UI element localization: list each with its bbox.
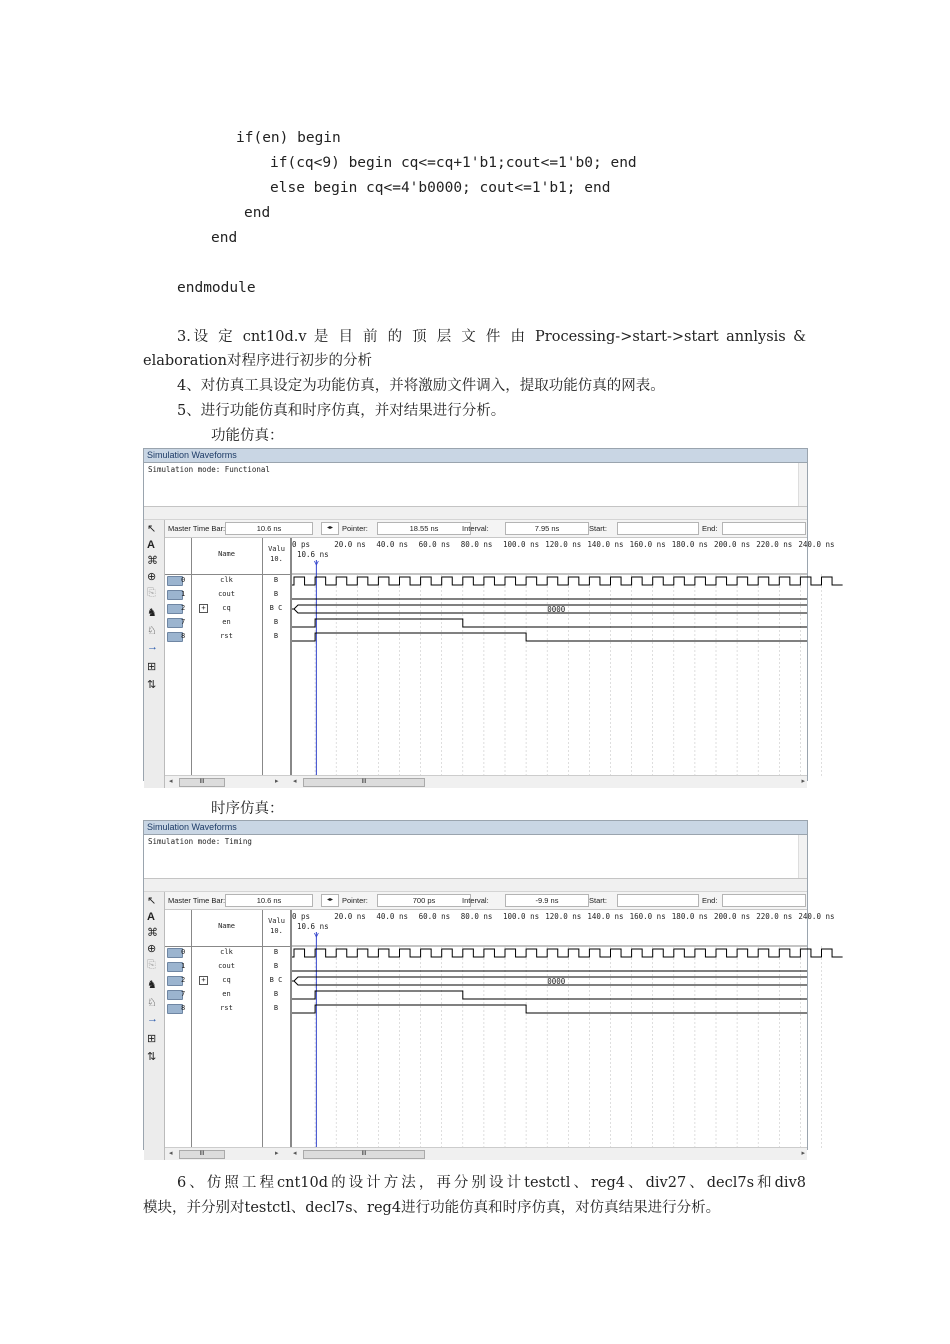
end-label: End: bbox=[702, 524, 718, 533]
horizontal-scrollbar[interactable] bbox=[165, 775, 807, 788]
time-tick-label: 0 ps bbox=[292, 912, 311, 921]
group-icon[interactable]: ⊞ bbox=[147, 1033, 157, 1045]
signal-value: B bbox=[273, 948, 279, 956]
signal-index: 0 bbox=[181, 948, 186, 956]
time-tick-label: 140.0 ns bbox=[587, 912, 624, 921]
sim-title: Simulation Waveforms bbox=[144, 821, 807, 835]
group-icon[interactable]: ⊞ bbox=[147, 661, 157, 673]
time-tick-label: 180.0 ns bbox=[671, 540, 708, 549]
signal-index: 0 bbox=[181, 576, 186, 584]
panel-separator bbox=[144, 879, 807, 892]
time-tick-label: 240.0 ns bbox=[798, 540, 835, 549]
text-tool-icon[interactable]: A bbox=[147, 539, 155, 551]
time-nav-arrows[interactable]: ◂▸ bbox=[321, 894, 339, 907]
wave-scroll-left-icon[interactable]: ◂ bbox=[293, 778, 297, 785]
simulation-mode-box bbox=[144, 835, 807, 879]
expand-bus-icon[interactable]: + bbox=[199, 976, 208, 985]
step3-line1: 3.设 定 cnt10d.v 是 目 前 的 顶 层 文 件 由 Processing->start->start annlysis & bbox=[177, 329, 806, 345]
simulation-mode-text: Simulation mode: Timing bbox=[148, 837, 252, 846]
signal-index: 7 bbox=[181, 618, 186, 626]
pointer-label: Pointer: bbox=[342, 524, 368, 533]
time-tick-label: 240.0 ns bbox=[798, 912, 835, 921]
time-tick-label: 100.0 ns bbox=[503, 540, 540, 549]
waveform-svg bbox=[291, 910, 835, 1148]
signal-row-rst[interactable] bbox=[165, 1002, 290, 1015]
zoom-icon[interactable]: ⊕ bbox=[147, 943, 157, 955]
time-tick-label: 220.0 ns bbox=[756, 540, 793, 549]
interval-field: -9.9 ns bbox=[505, 894, 589, 907]
time-tick-label: 20.0 ns bbox=[334, 540, 366, 549]
signal-index: 1 bbox=[181, 590, 186, 598]
signal-value: B C bbox=[269, 604, 283, 612]
signal-row-clk[interactable] bbox=[165, 946, 290, 959]
simulation-waveforms-functional bbox=[143, 448, 835, 785]
time-tick-label: 180.0 ns bbox=[671, 912, 708, 921]
signal-name: en bbox=[222, 990, 231, 998]
signal-list-header bbox=[165, 910, 290, 947]
cq-bus-value: 0000 bbox=[547, 605, 566, 614]
waveform-svg bbox=[291, 538, 835, 776]
code-line-1: if(en) begin bbox=[236, 130, 341, 146]
step4-text: 4、对仿真工具设定为功能仿真，并将激励文件调入，提取功能仿真的网表。 bbox=[177, 378, 665, 394]
time-tick-label: 80.0 ns bbox=[460, 540, 493, 549]
master-time-field[interactable]: 10.6 ns bbox=[225, 522, 313, 535]
pointer-label: Pointer: bbox=[342, 896, 368, 905]
signal-name: cq bbox=[222, 604, 231, 612]
end-label: End: bbox=[702, 896, 718, 905]
step3-line2: elaboration对程序进行初步的分析 bbox=[143, 353, 372, 369]
time-tick-label: 60.0 ns bbox=[418, 912, 451, 921]
signal-name: clk bbox=[220, 948, 233, 956]
time-tick-label: 220.0 ns bbox=[756, 912, 793, 921]
cq-bus-value: 0000 bbox=[547, 977, 566, 986]
interval-label: Interval: bbox=[462, 524, 489, 533]
pointer-icon[interactable]: ↖ bbox=[147, 523, 157, 535]
pointer-field: 700 ps bbox=[377, 894, 471, 907]
signal-value: B bbox=[273, 576, 279, 584]
name-header: Name bbox=[218, 550, 235, 558]
caption-functional: 功能仿真： bbox=[211, 428, 284, 444]
signal-row-rst[interactable] bbox=[165, 630, 290, 643]
find-icon[interactable]: ♞ bbox=[147, 607, 157, 619]
signal-row-en[interactable] bbox=[165, 616, 290, 629]
signal-name: rst bbox=[220, 1004, 233, 1012]
signal-value: B bbox=[273, 590, 279, 598]
rst-waveform bbox=[291, 633, 807, 641]
step5-text: 5、进行功能仿真和时序仿真，并对结果进行分析。 bbox=[177, 403, 506, 419]
time-tick-label: 20.0 ns bbox=[334, 912, 366, 921]
pointer-field: 18.55 ns bbox=[377, 522, 471, 535]
end-field[interactable] bbox=[722, 894, 806, 907]
wave-scroll-right-icon[interactable]: ▸ bbox=[801, 778, 805, 785]
signal-index: 8 bbox=[181, 632, 186, 640]
code-line-3: else begin cq<=4'b0000; cout<=1'b1; end bbox=[270, 180, 611, 196]
signal-name: cout bbox=[218, 962, 235, 970]
signal-name: cq bbox=[222, 976, 231, 984]
wave-scroll-right-icon[interactable]: ▸ bbox=[801, 1150, 805, 1157]
scroll-right-icon[interactable]: ▸ bbox=[275, 1150, 279, 1157]
signal-name: clk bbox=[220, 576, 233, 584]
names-scroll-thumb[interactable]: III bbox=[179, 1150, 225, 1159]
step6-line2: 模块，并分别对testctl、decl7s、reg4进行功能仿真和时序仿真，对仿真结果进行分析。 bbox=[143, 1200, 721, 1216]
time-tick-label: 100.0 ns bbox=[503, 912, 540, 921]
code-line-5: end bbox=[211, 230, 238, 246]
time-tick-label: 160.0 ns bbox=[629, 912, 666, 921]
master-time-marker-label: 10.6 ns bbox=[297, 922, 329, 931]
master-time-label: Master Time Bar: bbox=[168, 524, 226, 533]
signal-value: B C bbox=[269, 976, 283, 984]
panel-separator bbox=[144, 507, 807, 520]
header-index-column bbox=[165, 910, 192, 946]
caption-timing: 时序仿真： bbox=[211, 801, 284, 817]
master-time-label: Master Time Bar: bbox=[168, 896, 226, 905]
clk-waveform bbox=[291, 949, 843, 957]
signal-name: en bbox=[222, 618, 231, 626]
time-tick-label: 40.0 ns bbox=[376, 912, 409, 921]
start-field[interactable] bbox=[617, 894, 699, 907]
signal-row-cout[interactable] bbox=[165, 588, 290, 601]
time-tick-label: 200.0 ns bbox=[714, 540, 751, 549]
signal-row-cq[interactable] bbox=[165, 974, 290, 987]
waveform-panel bbox=[144, 892, 835, 1160]
mode-scrollbar[interactable] bbox=[798, 835, 807, 878]
simulation-mode-text: Simulation mode: Functional bbox=[148, 465, 270, 474]
signal-index: 8 bbox=[181, 1004, 186, 1012]
start-label: Start: bbox=[589, 896, 607, 905]
master-time-bar bbox=[165, 892, 807, 910]
signal-name: rst bbox=[220, 632, 233, 640]
waveform-editing-icon[interactable]: ⌘ bbox=[147, 555, 158, 567]
signal-list bbox=[165, 538, 291, 776]
interval-label: Interval: bbox=[462, 896, 489, 905]
en-waveform bbox=[291, 991, 807, 999]
wave-scroll-left-icon[interactable]: ◂ bbox=[293, 1150, 297, 1157]
time-tick-label: 0 ps bbox=[292, 540, 311, 549]
scroll-left-icon[interactable]: ◂ bbox=[169, 778, 173, 785]
value-header: Valu 10. bbox=[262, 910, 290, 946]
time-tick-label: 200.0 ns bbox=[714, 912, 751, 921]
signal-row-cout[interactable] bbox=[165, 960, 290, 973]
horizontal-scrollbar[interactable] bbox=[165, 1147, 807, 1160]
replace-icon[interactable]: ♘ bbox=[147, 997, 157, 1009]
signal-row-clk[interactable] bbox=[165, 574, 290, 587]
time-tick-label: 40.0 ns bbox=[376, 540, 409, 549]
names-scroll-thumb[interactable]: III bbox=[179, 778, 225, 787]
time-tick-label: 120.0 ns bbox=[545, 912, 582, 921]
value-header: Valu 10. bbox=[262, 538, 290, 574]
sort-icon[interactable]: ⇅ bbox=[147, 1051, 157, 1063]
master-time-marker-label: 10.6 ns bbox=[297, 550, 329, 559]
signal-name: cout bbox=[218, 590, 235, 598]
arrow-icon[interactable]: → bbox=[147, 1013, 158, 1025]
mode-scrollbar[interactable] bbox=[798, 463, 807, 506]
code-line-6: endmodule bbox=[177, 280, 256, 296]
code-line-2: if(cq<9) begin cq<=cq+1'b1;cout<=1'b0; end bbox=[270, 155, 637, 171]
wave-scroll-thumb[interactable]: III bbox=[303, 778, 425, 787]
en-waveform bbox=[291, 619, 807, 627]
start-field[interactable] bbox=[617, 522, 699, 535]
header-index-column bbox=[165, 538, 192, 574]
start-label: Start: bbox=[589, 524, 607, 533]
copy-icon[interactable]: ⎘ bbox=[147, 587, 156, 599]
name-header: Name bbox=[218, 922, 235, 930]
pointer-icon[interactable]: ↖ bbox=[147, 895, 157, 907]
simulation-mode-box bbox=[144, 463, 807, 507]
replace-icon[interactable]: ♘ bbox=[147, 625, 157, 637]
time-tick-label: 120.0 ns bbox=[545, 540, 582, 549]
tool-strip bbox=[144, 892, 165, 1160]
master-time-field[interactable]: 10.6 ns bbox=[225, 894, 313, 907]
scroll-left-icon[interactable]: ◂ bbox=[169, 1150, 173, 1157]
signal-value: B bbox=[273, 962, 279, 970]
signal-value: B bbox=[273, 632, 279, 640]
signal-value: B bbox=[273, 1004, 279, 1012]
signal-row-cq[interactable] bbox=[165, 602, 290, 615]
interval-field: 7.95 ns bbox=[505, 522, 589, 535]
time-tick-label: 160.0 ns bbox=[629, 540, 666, 549]
text-tool-icon[interactable]: A bbox=[147, 911, 155, 923]
step6-line1: 6、仿照工程cnt10d的设计方法，再分别设计testctl、reg4、div27、decl7s和div8 bbox=[177, 1175, 806, 1191]
signal-index: 1 bbox=[181, 962, 186, 970]
waveform-display[interactable] bbox=[291, 910, 835, 1148]
clk-waveform bbox=[291, 577, 843, 585]
waveform-panel bbox=[144, 520, 835, 788]
tool-strip bbox=[144, 520, 165, 788]
signal-value: B bbox=[273, 618, 279, 626]
rst-waveform bbox=[291, 1005, 807, 1013]
signal-list bbox=[165, 910, 291, 1148]
signal-index: 7 bbox=[181, 990, 186, 998]
wave-scroll-thumb[interactable]: III bbox=[303, 1150, 425, 1159]
zoom-icon[interactable]: ⊕ bbox=[147, 571, 157, 583]
scroll-right-icon[interactable]: ▸ bbox=[275, 778, 279, 785]
find-icon[interactable]: ♞ bbox=[147, 979, 157, 991]
signal-index: 2 bbox=[181, 976, 186, 984]
time-tick-label: 60.0 ns bbox=[418, 540, 451, 549]
expand-bus-icon[interactable]: + bbox=[199, 604, 208, 613]
simulation-waveforms-timing bbox=[143, 820, 835, 1157]
waveform-editing-icon[interactable]: ⌘ bbox=[147, 927, 158, 939]
copy-icon[interactable]: ⎘ bbox=[147, 959, 156, 971]
signal-row-en[interactable] bbox=[165, 988, 290, 1001]
sim-title: Simulation Waveforms bbox=[144, 449, 807, 463]
end-field[interactable] bbox=[722, 522, 806, 535]
time-nav-arrows[interactable]: ◂▸ bbox=[321, 522, 339, 535]
arrow-icon[interactable]: → bbox=[147, 641, 158, 653]
waveform-display[interactable] bbox=[291, 538, 835, 776]
code-line-4: end bbox=[244, 205, 271, 221]
master-time-bar bbox=[165, 520, 807, 538]
signal-index: 2 bbox=[181, 604, 186, 612]
signal-value: B bbox=[273, 990, 279, 998]
signal-list-header bbox=[165, 538, 290, 575]
time-tick-label: 80.0 ns bbox=[460, 912, 493, 921]
sort-icon[interactable]: ⇅ bbox=[147, 679, 157, 691]
time-tick-label: 140.0 ns bbox=[587, 540, 624, 549]
